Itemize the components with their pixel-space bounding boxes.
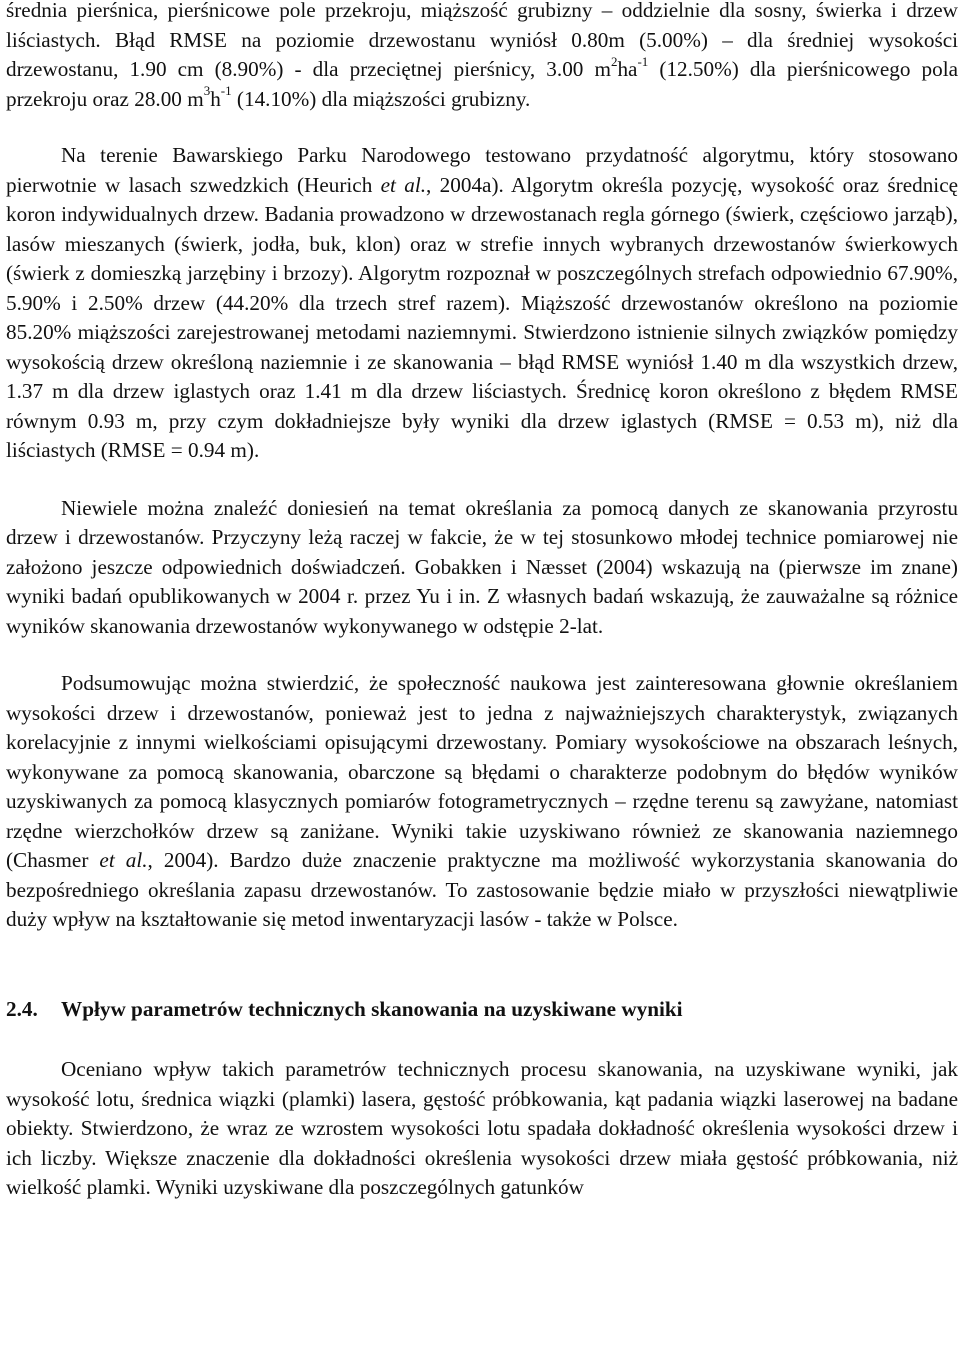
section-title: Wpływ parametrów technicznych skanowania na uzyskiwane wyniki (61, 996, 683, 1021)
superscript: 2 (610, 53, 618, 69)
paragraph-rmse-results (6, 0, 958, 114)
text-span: , 2004a). Algorytm określa pozycję, wysokość oraz średnicę koron indywidualnych drzew. Badania prowadzono w drzewostanach regla górnego (świerk, częściowo jarząb), lasów mieszanych (świerk, jodła, buk, klon) oraz w strefie innych wybranych drzewostanów świerkowych (świerk z domieszką jarzębiny i brzozy). Algorytm rozpoznał w poszczególnych strefach odpowiednio 67.90%, 5.90% i 2.50% drzew (44.20% dla trzech stref razem). Miąższość drzewostanów określono na poziomie 85.20% miąższości zarejestrowanej metodami naziemnymi. Stwierdzono istnienie silnych związków pomiędzy wysokością drzew określoną naziemnie i ze skanowania – błąd RMSE wyniósł 1.40 m dla wszystkich drzew, 1.37 m dla drzew iglastych oraz 1.41 m dla drzew liściastych. Średnicę koron określono z błędem RMSE równym 0.93 m, przy czym dokładniejsze były wyniki dla drzew iglastych (RMSE = 0.53 m), niż dla liściastych (RMSE = 0.94 m). (6, 172, 959, 462)
italic-citation: et al. (99, 848, 148, 872)
text-span: (14.10%) dla miąższości grubizny. (231, 86, 531, 111)
superscript: -1 (637, 53, 649, 69)
section-heading (6, 995, 958, 1025)
text-span: (12.50%) dla pierśnicowego pola przekroju oraz 28.00 m (6, 57, 958, 111)
paragraph-technical-parameters: Oceniano wpływ takich parametrów technicznych procesu skanowania, na uzyskiwane wyniki, jak wysokość lotu, średnica wiązki (plamki) lasera, gęstość próbkowania, kąt padania wiązki laserowej na badane obiekty. Stwierdzono, że wraz ze wzrostem wysokości lotu spadała dokładność określenia wysokości drzew i ich liczby. Większe znaczenie dla dokładności określenia wysokości drzew miała gęstość próbkowania, niż wielkość plamki. Wyniki uzyskiwane dla poszczególnych gatunków (6, 1057, 958, 1199)
paragraph-growth-studies: Niewiele można znaleźć doniesień na temat określania za pomocą danych ze skanowania przyrostu drzew i drzewostanów. Przyczyny leżą raczej w fakcie, że w tej stosunkowo młodej technice pomiarowej nie założono jeszcze odpowiednich doświadczeń. Gobakken i Næsset (2004) wskazują na (pierwsze im znane) wyniki badań opublikowanych w 2004 r. przez Yu i in. Z własnych badań wskazują, że zauważalne są różnice wyników skanowania drzewostanów wykonywanego w odstępie 2-lat. (6, 495, 958, 638)
italic-citation: et al. (380, 172, 427, 197)
text-span: Na terenie Bawarskiego Parku Narodowego testowano przydatność algorytmu, który stosowano pierwotnie w lasach szwedzkich (Heurich (6, 143, 958, 197)
text-span: ha (617, 57, 638, 81)
text-span: , 2004). Bardzo duże znaczenie praktyczne ma możliwość wykorzystania skanowania do bezpośredniego określania zapasu drzewostanów. To zastosowanie będzie miało w przyszłości niewątpliwie duży wpływ na kształtowanie się metod inwentaryzacji lasów - także w Polsce. (6, 848, 958, 931)
paragraph-bavarian-park (6, 141, 958, 466)
superscript: 3 (203, 83, 211, 99)
text-span: Podsumowując można stwierdzić, że społeczność naukowa jest zainteresowana głownie określaniem wysokości drzew i drzewostanów, ponieważ jest to jedna z najważniejszych charakterystyk, związanych korelacyjnie z innymi wielkościami opisującymi drzewostany. Pomiary wysokościowe na obszarach leśnych, wykonywane za pomocą skanowania, obarczone są błędami o charakterze podobnym do błędów wyników uzyskiwanych za pomocą klasycznych pomiarów fotogrametrycznych – rzędne terenu są zawyżane, natomiast rzędne wierzchołków drzew są zaniżane. Wyniki takie uzyskiwano również ze skanowania naziemnego (Chasmer (6, 671, 958, 872)
text-span: średnia pierśnica, pierśnicowe pole przekroju, miąższość grubizny – oddzielnie dla sosny, świerka i drzew liściastych. Błąd RMSE na poziomie drzewostanu wyniósł 0.80m (5.00%) – dla średniej wysokości drzewostanu, 1.90 cm (8.90%) - dla przeciętnej pierśnicy, 3.00 m (6, 0, 958, 81)
section-number: 2.4. (6, 996, 38, 1021)
superscript: -1 (220, 83, 232, 99)
text-span: h (210, 86, 221, 111)
paragraph-summary (6, 669, 958, 935)
